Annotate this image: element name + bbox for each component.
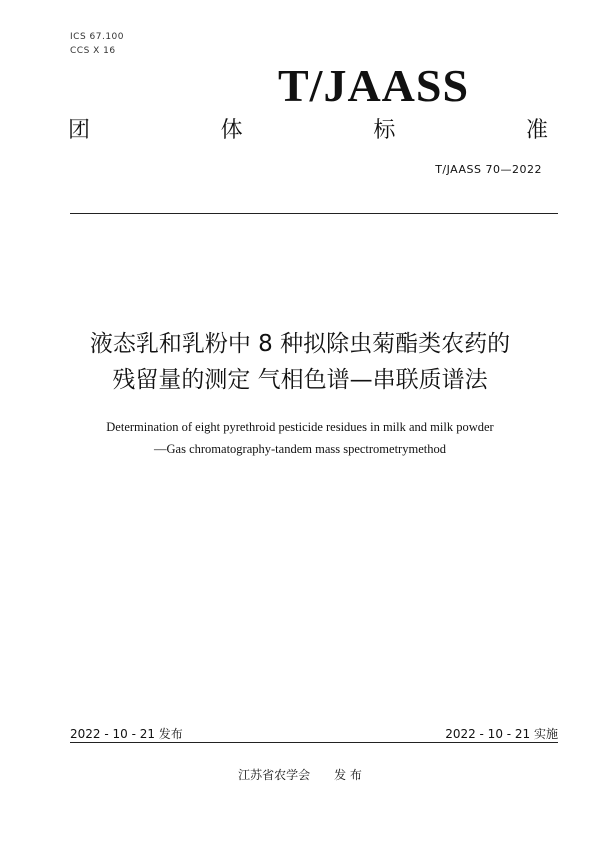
classification-codes: [70, 30, 124, 58]
chinese-title: [0, 326, 600, 398]
header-divider: [70, 213, 558, 214]
standard-type-char: 体: [220, 118, 243, 143]
footer-divider: [70, 742, 558, 743]
english-title-line: Determination of eight pyrethroid pesticide residues in milk and milk powder: [106, 420, 494, 434]
english-title: [0, 416, 600, 460]
standard-number: T/JAASS 70—2022: [435, 163, 542, 176]
issuer-name: 江苏省农学会: [238, 768, 311, 782]
implement-date: 2022 - 10 - 21 实施: [445, 727, 558, 741]
publish-date: 2022 - 10 - 21 发布: [70, 727, 183, 741]
standard-type: [68, 116, 548, 146]
issuer-line: [0, 766, 600, 783]
chinese-title-line: 残留量的测定 气相色谱—串联质谱法: [112, 367, 488, 393]
standard-type-char: 标: [373, 118, 396, 143]
chinese-title-line: 液态乳和乳粉中 8 种拟除虫菊酯类农药的: [89, 331, 511, 357]
issue-word: 发 布: [334, 768, 362, 782]
standard-type-char: 准: [525, 118, 548, 143]
standard-type-char: 团: [68, 118, 91, 143]
ics-code: ICS 67.100: [70, 32, 125, 42]
standard-brand: T/JAASS: [278, 60, 470, 111]
english-title-line: —Gas chromatography-tandem mass spectrometrymethod: [154, 442, 446, 456]
ccs-code: CCS X 16: [70, 46, 116, 56]
